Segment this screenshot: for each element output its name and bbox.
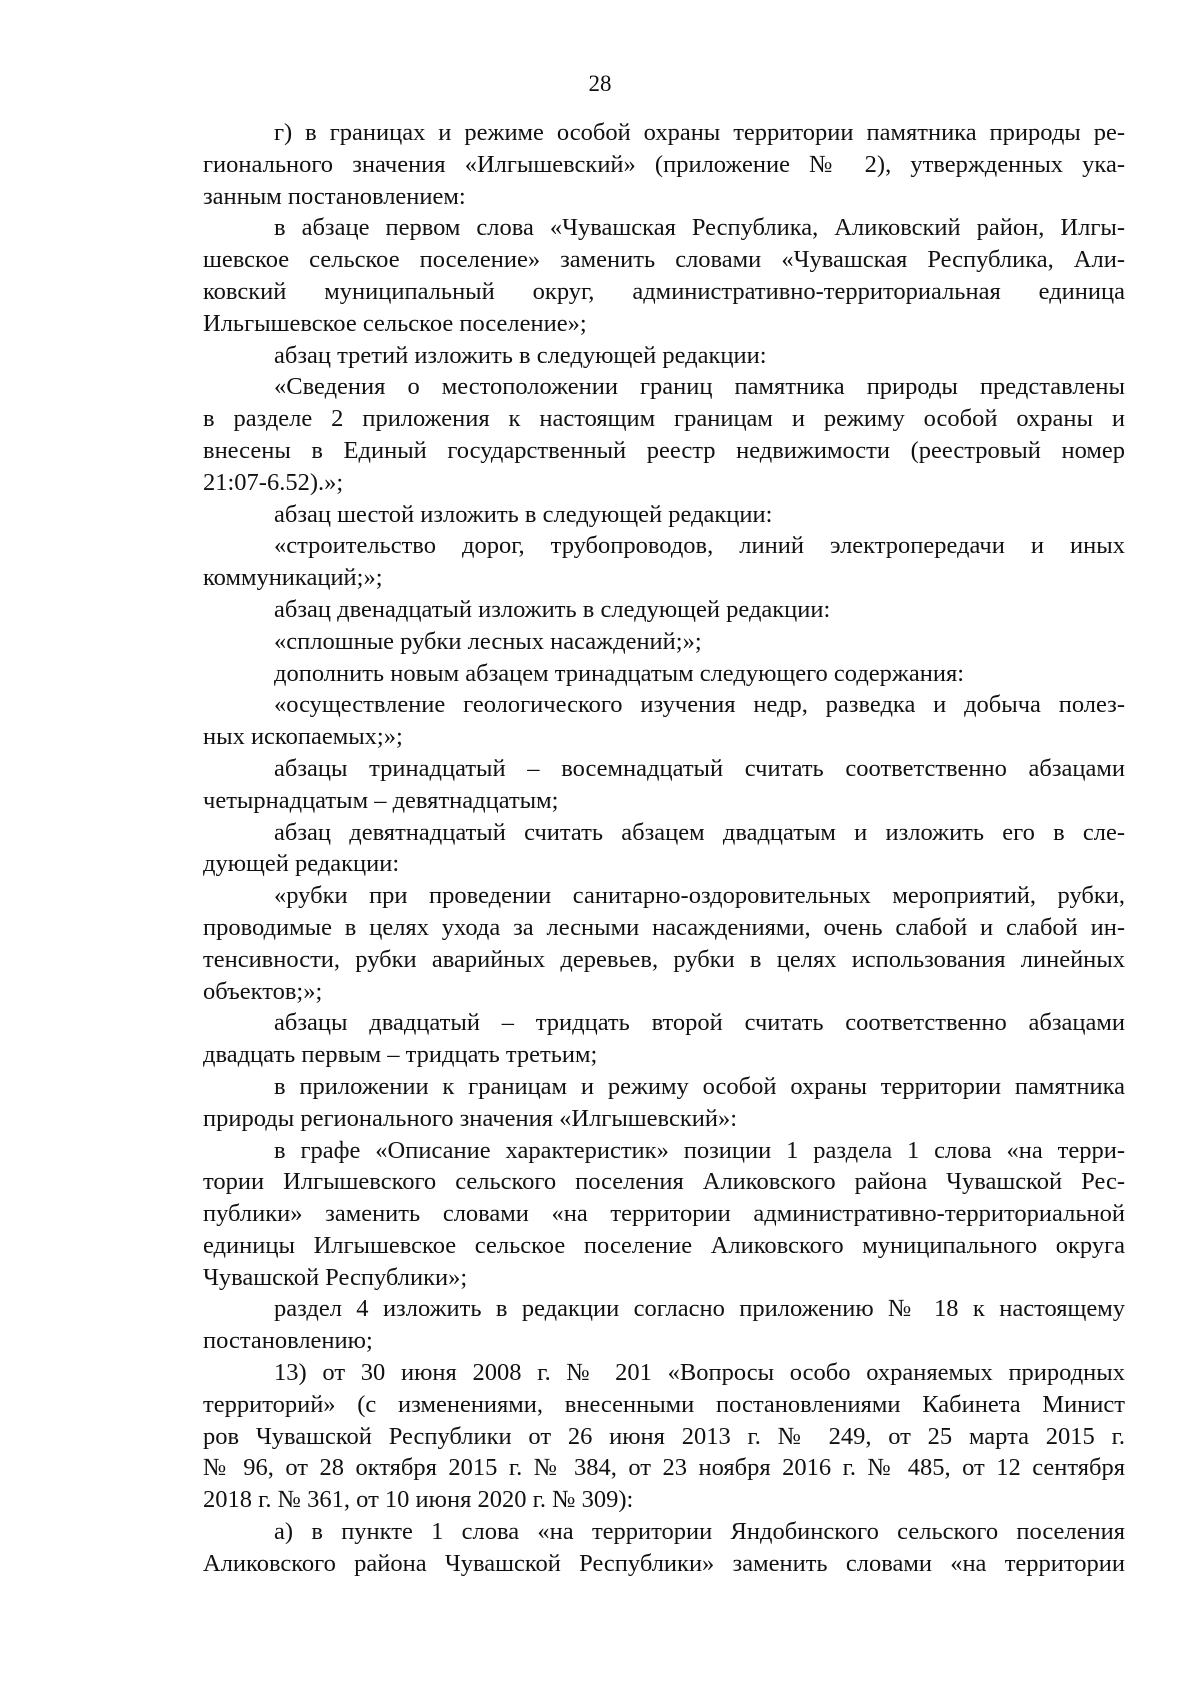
text-line: «рубки при проведении санитарно-оздоровительных мероприятий, рубки, bbox=[274, 882, 1125, 910]
text-line: «строительство дорог, трубопроводов, линий электропередачи и иных bbox=[274, 532, 1125, 560]
text-line: Ильгышевское сельское поселение»; bbox=[203, 309, 587, 337]
text-line: 21:07-6.52).»; bbox=[203, 468, 344, 496]
text-line: коммуникаций;»; bbox=[203, 564, 383, 592]
text-line: гионального значения «Илгышевский» (приложение № 2), утвержденных ука- bbox=[203, 150, 1125, 178]
text-line: в графе «Описание характеристик» позиции 1 раздела 1 слова «на терри- bbox=[274, 1136, 1125, 1164]
text-line: публики» заменить словами «на территории административно-территориальной bbox=[203, 1200, 1125, 1228]
document-body bbox=[203, 117, 1125, 1580]
page-number: 28 bbox=[588, 71, 612, 96]
text-line: ковский муниципальный округ, административно-территориальная единица bbox=[203, 277, 1125, 305]
text-line: 13) от 30 июня 2008 г. № 201 «Вопросы особо охраняемых природных bbox=[274, 1359, 1125, 1387]
text-line: постановлению; bbox=[203, 1327, 373, 1355]
text-line: внесены в Единый государственный реестр недвижимости (реестровый номер bbox=[203, 436, 1125, 464]
text-line: тории Илгышевского сельского поселения Аликовского района Чувашской Рес- bbox=[203, 1168, 1125, 1196]
text-line: двадцать первым – тридцать третьим; bbox=[203, 1041, 598, 1069]
text-line: территорий» (с изменениями, внесенными постановлениями Кабинета Минист bbox=[203, 1390, 1125, 1418]
text-line: в разделе 2 приложения к настоящим границам и режиму особой охраны и bbox=[203, 405, 1125, 433]
text-line: шевское сельское поселение» заменить словами «Чувашская Республика, Али- bbox=[203, 246, 1125, 274]
text-line: а) в пункте 1 слова «на территории Яндобинского сельского поселения bbox=[274, 1518, 1125, 1546]
text-line: в приложении к границам и режиму особой охраны территории памятника bbox=[274, 1072, 1125, 1100]
text-line: абзацы тринадцатый – восемнадцатый считать соответственно абзацами bbox=[274, 754, 1125, 782]
text-line: 2018 г. № 361, от 10 июня 2020 г. № 309): bbox=[203, 1486, 634, 1514]
text-line: г) в границах и режиме особой охраны территории памятника природы ре- bbox=[274, 119, 1125, 146]
text-line: объектов;»; bbox=[203, 977, 323, 1005]
text-line: «Сведения о местоположении границ памятника природы представлены bbox=[274, 373, 1125, 401]
text-line: № 96, от 28 октября 2015 г. № 384, от 23 ноября 2016 г. № 485, от 12 сентября bbox=[203, 1454, 1125, 1482]
text-line: дующей редакции: bbox=[203, 850, 400, 878]
text-line: природы регионального значения «Илгышевский»: bbox=[203, 1104, 738, 1132]
text-line: «осуществление геологического изучения недр, разведка и добыча полез- bbox=[274, 691, 1125, 719]
text-line: в абзаце первом слова «Чувашская Республика, Аликовский район, Илгы- bbox=[274, 214, 1125, 242]
text-line: четырнадцатым – девятнадцатым; bbox=[203, 786, 559, 814]
text-line: абзац двенадцатый изложить в следующей редакции: bbox=[274, 595, 831, 623]
text-line: проводимые в целях ухода за лесными насаждениями, очень слабой и слабой ин- bbox=[203, 913, 1125, 941]
text-line: раздел 4 изложить в редакции согласно приложению № 18 к настоящему bbox=[274, 1295, 1125, 1323]
text-line: абзац третий изложить в следующей редакции: bbox=[274, 341, 767, 369]
text-line: абзац шестой изложить в следующей редакции: bbox=[274, 500, 773, 528]
text-line: ных ископаемых;»; bbox=[203, 723, 403, 751]
text-line: абзац девятнадцатый считать абзацем двадцатым и изложить его в сле- bbox=[274, 818, 1125, 846]
text-line: абзацы двадцатый – тридцать второй считать соответственно абзацами bbox=[274, 1009, 1125, 1037]
text-line: занным постановлением: bbox=[203, 182, 466, 210]
text-line: тенсивности, рубки аварийных деревьев, рубки в целях использования линейных bbox=[203, 945, 1125, 973]
text-line: «сплошные рубки лесных насаждений;»; bbox=[274, 627, 702, 655]
text-line: Аликовского района Чувашской Республики» заменить словами «на территории bbox=[203, 1549, 1125, 1577]
text-line: ров Чувашской Республики от 26 июня 2013 г. № 249, от 25 марта 2015 г. bbox=[203, 1422, 1125, 1450]
text-line: дополнить новым абзацем тринадцатым следующего содержания: bbox=[274, 659, 965, 687]
text-line: Чувашской Республики»; bbox=[203, 1263, 468, 1291]
text-line: единицы Илгышевское сельское поселение Аликовского муниципального округа bbox=[203, 1231, 1125, 1259]
